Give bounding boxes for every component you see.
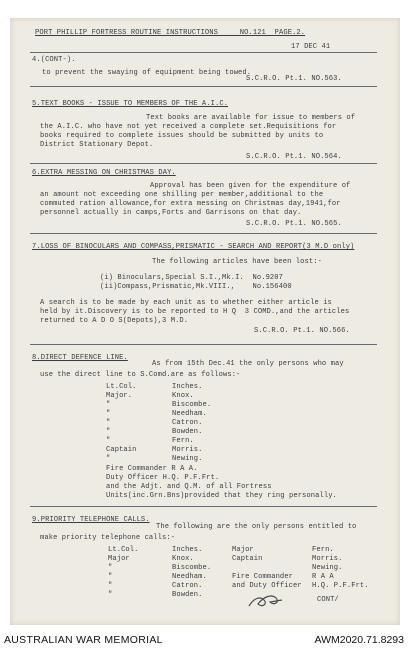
divider: [30, 163, 377, 164]
rank-entry: ": [106, 419, 111, 427]
rank-entry: ": [106, 401, 111, 409]
divider: [30, 506, 377, 507]
section-5-reference: S.C.R.O. Pt.1. NO.564.: [246, 153, 342, 161]
name-entry: Morris.: [172, 446, 203, 454]
rank-entry: ": [108, 591, 113, 599]
section-8-text: Units(inc.Grn.Bns)provided that they ring personally.: [106, 492, 337, 500]
name-entry: Bowden.: [172, 591, 203, 599]
section-6-text: Approval has been given for the expenditure of: [150, 182, 351, 190]
section-9-text: make priority telephone calls:-: [40, 534, 176, 542]
name-entry: Knox.: [172, 392, 194, 400]
rank-entry: and Duty Officer: [232, 582, 302, 590]
name-entry: Fern.: [312, 546, 334, 554]
section-8-text: and the Adjt. and Q.M. of all Fortress: [106, 483, 272, 491]
section-4-heading: 4.(CONT-).: [32, 56, 76, 64]
document-date: 17 DEC 41: [291, 43, 331, 51]
section-8-text: As from 15th Dec.41 the only persons who may: [152, 360, 344, 368]
rank-entry: ": [106, 437, 111, 445]
rank-entry: Major.: [106, 392, 133, 400]
name-entry: Needham.: [172, 573, 207, 581]
divider: [30, 86, 377, 87]
rank-entry: ": [108, 564, 113, 572]
rank-entry: ": [106, 455, 111, 463]
rank-entry: Major: [232, 546, 254, 554]
section-7-text: The following articles have been lost:-: [152, 258, 322, 266]
section-9-heading: 9.PRIORITY TELEPHONE CALLS.: [32, 516, 150, 524]
document-page: [10, 18, 400, 625]
name-entry: Inches.: [172, 383, 203, 391]
section-8-text: use the direct line to S.Comd.are as follows:-: [40, 371, 241, 379]
name-entry: Catron.: [172, 582, 203, 590]
section-4-text: to prevent the swaying of equipment being towed.: [42, 69, 252, 77]
rank-entry: Major: [108, 555, 130, 563]
section-6-text: an amount not exceeding one shilling per member,additional to the: [40, 191, 324, 199]
name-entry: H.Q. P.F.Frt.: [312, 582, 369, 590]
rank-entry: ": [106, 428, 111, 436]
rank-entry: ": [106, 410, 111, 418]
section-7-heading: 7.LOSS OF BINOCULARS AND COMPASS,PRISMATIC - SEARCH AND REPORT(3 M.D only): [32, 243, 355, 251]
rank-entry: Captain: [106, 446, 137, 454]
section-6-heading: 6.EXTRA MESSING ON CHRISTMAS DAY.: [32, 169, 176, 177]
section-5-text: District Stationary Depot.: [40, 141, 154, 149]
signature-mark: [246, 588, 286, 612]
section-5-text: the A.I.C. who have not yet received a complete set.Requisitions for: [40, 123, 337, 131]
rank-entry: Captain: [232, 555, 263, 563]
section-8-heading: 8.DIRECT DEFENCE LINE.: [32, 354, 128, 362]
document-title: PORT PHILLIP FORTRESS ROUTINE INSTRUCTIONS NO.121 PAGE.2.: [35, 29, 306, 37]
section-7-item: (i) Binoculars,Special S.I.,Mk.I. No.9207: [100, 274, 283, 282]
name-entry: Newing.: [172, 455, 203, 463]
section-8-text: Fire Commander R A A.: [106, 465, 198, 473]
name-entry: Fern.: [172, 437, 194, 445]
name-entry: Newing.: [312, 564, 343, 572]
section-6-text: commuted ration allowance,for extra messing on Christmas day,1941,for: [40, 200, 341, 208]
name-entry: Inches.: [172, 546, 203, 554]
divider: [30, 52, 377, 53]
name-entry: Bowden.: [172, 428, 203, 436]
section-7-reference: S.C.R.O. Pt.1. NO.566.: [254, 327, 350, 335]
divider: [30, 233, 377, 234]
section-9-text: The following are the only persons entitled to: [156, 523, 357, 531]
name-entry: Biscombe.: [172, 401, 212, 409]
rank-entry: Lt.Col.: [108, 546, 139, 554]
divider: [30, 344, 377, 345]
footer-accession-number: AWM2020.71.8293: [314, 634, 404, 646]
section-8-text: Duty Officer H.Q. P.F.Frt.: [106, 474, 220, 482]
name-entry: Needham.: [172, 410, 207, 418]
name-entry: Morris.: [312, 555, 343, 563]
section-7-text: returned to A D O S(Depots),3 M.D.: [40, 317, 189, 325]
section-6-reference: S.C.R.O. Pt.1. NO.565.: [246, 220, 342, 228]
footer-source: AUSTRALIAN WAR MEMORIAL: [4, 634, 163, 646]
section-7-text: held by it.Discovery is to be reported to H Q 3 COMD.,and the articles: [40, 308, 350, 316]
section-7-item: (ii)Compass,Prismatic,Mk.VIII., No.156400: [100, 283, 292, 291]
section-6-text: personnel actually in camps,Forts and Garrisons on that day.: [40, 209, 302, 217]
section-5-text: Text books are available for issue to members of: [146, 114, 356, 122]
name-entry: Biscombe.: [172, 564, 212, 572]
name-entry: Catron.: [172, 419, 203, 427]
rank-entry: ": [108, 573, 113, 581]
name-entry: Knox.: [172, 555, 194, 563]
section-4-reference: S.C.R.O. Pt.1. NO.563.: [246, 75, 342, 83]
rank-entry: Fire Commander: [232, 573, 293, 581]
section-7-text: A search is to be made by each unit as to whether either article is: [40, 299, 332, 307]
section-5-heading: 5.TEXT BOOKS - ISSUE TO MEMBERS OF THE A.I.C.: [32, 100, 229, 108]
section-5-text: books required to complete issues should be submitted by units to: [40, 132, 324, 140]
rank-entry: Lt.Col.: [106, 383, 137, 391]
name-entry: R A A: [312, 573, 334, 581]
rank-entry: ": [108, 582, 113, 590]
continued-marker: CONT/: [317, 596, 339, 604]
footer-bar: [0, 630, 410, 653]
